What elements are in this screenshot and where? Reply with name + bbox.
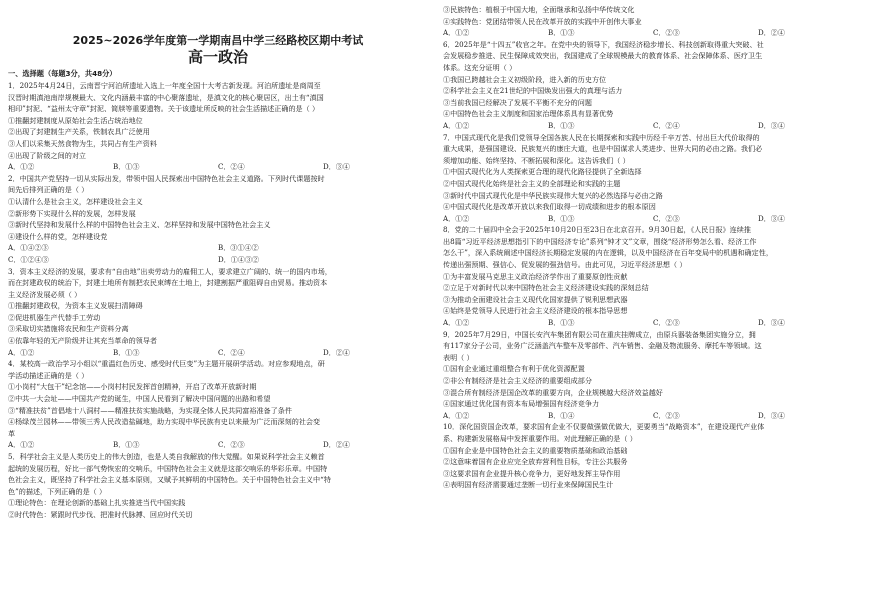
- text-line: ③“精准扶贫”首倡地十八洞村——精准扶贫实施战略，为实现全体人民共同富裕准备了条件: [8, 405, 292, 415]
- text-line: ③新时代坚持和发展什么样的中国特色社会主义、怎样坚持和发展中国特色社会主义: [8, 220, 271, 230]
- question-7: [443, 132, 863, 225]
- answer-options: [8, 439, 428, 451]
- exam-header: [8, 33, 428, 67]
- answer-options: [443, 317, 863, 329]
- option-b: B．①④: [548, 410, 575, 420]
- text-line: 表明（ ）: [443, 352, 474, 362]
- text-line: ②这意味着国有企业应完全放弃营利性目标，专注公共服务: [443, 457, 628, 467]
- text-line: ③人们以采集天然食物为生，共同占有生产资料: [8, 138, 157, 148]
- left-column: [8, 4, 428, 610]
- text-line: ①中国式现代化为人类探索更合理的现代化路径提供了全新选择: [443, 167, 642, 177]
- text-line: 学活动描述正确的是（ ）: [8, 370, 89, 380]
- option-c: C．②③: [653, 410, 680, 420]
- option-b: B．③①④②: [218, 243, 259, 253]
- text-line: ②中共一大会址——中国共产党的诞生，中国人民看到了解决中国问题的出路和希望: [8, 394, 271, 404]
- option-a: A．①②: [8, 162, 35, 172]
- text-line: 怎么干”，深入系统阐述中国经济长期稳定发展的内在逻辑，以及中国经济在百年变局中的机遇和确定性，: [443, 248, 773, 258]
- text-line: ①推翻封建政权，为资本主义发展扫清障碍: [8, 301, 143, 311]
- option-c: C．②④: [218, 347, 245, 357]
- text-line: ③新时代中国式现代化是中华民族实现伟大复兴的必然选择与必由之路: [443, 190, 663, 200]
- option-c: C．②④: [653, 120, 680, 130]
- question-4: [8, 358, 428, 451]
- text-line: 而在封建政权的统治下，封建土地所有制把农民束缚在土地上，封建割据严重阻碍自由贸易。推动资本: [8, 278, 328, 288]
- question-5: [8, 451, 428, 521]
- text-line: ②出现了封建制生产关系，铁制农具广泛使用: [8, 127, 150, 137]
- option-d: D．③④: [323, 162, 350, 172]
- answer-options: [443, 213, 863, 225]
- question-9: [443, 329, 863, 422]
- option-b: B．①③: [548, 213, 575, 223]
- text-line: ①小岗村“大包干”纪念馆——小岗村村民发挥首创精神，开启了改革开放新时期: [8, 382, 257, 392]
- option-c: C．②③: [653, 28, 680, 38]
- text-line: ①国有企业是中国特色社会主义的重要物质基础和政治基础: [443, 445, 628, 455]
- question-1: [8, 80, 428, 173]
- option-b: B．①③: [113, 440, 140, 450]
- text-line: ③当前我国已经解决了发展不平衡不充分的问题: [443, 97, 592, 107]
- text-line: ④表明国有经济需要通过垄断一切行业来保障国民生计: [443, 480, 614, 490]
- text-line: 须增加动能、始终坚持、不断拓展和深化。这告诉我们（ ）: [443, 155, 630, 165]
- text-line: ④建设什么样的党，怎样建设党: [8, 231, 108, 241]
- option-a: A．①②: [8, 347, 35, 357]
- section-heading: 一、选择题（每题3分，共48分）: [8, 69, 117, 78]
- option-d: D．③④: [758, 318, 785, 328]
- option-c: C．①②④③: [8, 254, 49, 264]
- text-line: 1．2025年4月24日，云南晋宁河泊所遗址入选上一年度全国十大考古新发现。河泊所遗址是商周至: [8, 81, 321, 90]
- answer-options: [8, 161, 428, 173]
- text-line: 系、构建新发展格局中发挥重要作用。对此理解正确的是（ ）: [443, 433, 637, 443]
- answer-options: [8, 254, 428, 266]
- text-line: 2．中国共产党坚持一切从实际出发，带领中国人民探索出中国特色社会主义道路。下列时代课题按时: [8, 173, 325, 183]
- text-line: ④出现了阶级之间的对立: [8, 150, 87, 160]
- text-line: 10．深化国资国企改革，要求国有企业不仅要做强做优做大，更要勇当“战略资本”，在建设现代产业体: [443, 422, 765, 432]
- option-d: D．③④: [758, 213, 785, 223]
- text-line: ②时代特色：紧跟时代步伐、把准时代脉搏、回应时代关切: [8, 509, 193, 519]
- answer-options: [8, 242, 428, 254]
- text-line: ④杨绿茂兰园林——带领三秀人民改造盐碱地，助力实现中华民族有史以来最为广泛而深刻的社会变: [8, 417, 321, 427]
- question-6: [443, 39, 863, 132]
- option-d: D．②④: [758, 28, 785, 38]
- text-line: ②非公有制经济是社会主义经济的重要组成部分: [443, 376, 592, 385]
- question-2: [8, 173, 428, 266]
- text-line: ①认清什么是社会主义，怎样建设社会主义: [8, 196, 143, 206]
- option-a: A．①②: [443, 28, 470, 38]
- text-line: 传递出强预期、强信心、促发展的强劲信号。由此可见，习近平经济思想（ ）: [443, 260, 687, 270]
- text-line: 4．某校高一政治学习小组以“重温红色历史、感受时代巨变”为主题开展研学活动。对应参观地点，研: [8, 359, 325, 369]
- option-a: A．①②: [443, 213, 470, 223]
- text-line: 9．2025年7月29日，中国长安汽车集团有限公司在重庆挂牌成立，由原兵器装备集团实施分立，拥: [443, 329, 756, 339]
- option-a: A．①④②③: [8, 243, 49, 253]
- text-line: ②中国式现代化始终是社会主义的全部理论和实践的主题: [443, 178, 621, 188]
- text-line: ②科学社会主义在21世纪的中国焕发出强大的真理与活力: [443, 86, 623, 96]
- text-line: 间先后排列正确的是（ ）: [8, 185, 89, 195]
- text-line: 汉晋时期滇池南岸规模最大、文化内涵最丰富的中心聚落遗址，是滇文化的核心聚居区，出土有“滇国: [8, 92, 324, 102]
- option-b: B．①③: [548, 28, 575, 38]
- text-line: ②立足于对新时代以来中国特色社会主义经济建设实践的深刻总结: [443, 283, 649, 293]
- text-line: 8．党的二十届四中全会于2025年10月20日至23日在北京召开。9月30日起，《人民日报》连续推: [443, 225, 751, 235]
- option-d: D．②④: [323, 347, 350, 357]
- text-line: ②促进机器生产代替手工劳动: [8, 312, 101, 322]
- option-c: C．②④: [218, 162, 245, 172]
- option-c: C．②③: [218, 440, 245, 450]
- option-d: D．②④: [323, 440, 350, 450]
- text-line: 3．资本主义经济的发展，要求有“自由地”出卖劳动力的雇佣工人，要求建立广阔的、统一的国内市场，: [8, 266, 332, 276]
- answer-options: [443, 120, 863, 132]
- text-line: 色”的描述，下列正确的是（ ）: [8, 486, 107, 496]
- option-c: C．②③: [653, 318, 680, 328]
- text-line: ④实践特色：党团结带领人民在改革开放的实践中开创伟大事业: [443, 16, 642, 26]
- option-d: D．③④: [758, 120, 785, 130]
- text-line: ④中国式现代化是改革开放以来我们取得一切成绩和进步的根本原因: [443, 202, 656, 212]
- question-8: [443, 224, 863, 328]
- question-5-continued: [443, 4, 863, 39]
- text-line: 有117家分子公司，业务广泛涵盖汽车整车及零部件、汽车销售、金融及物流服务、摩托车等领域。这: [443, 341, 762, 351]
- option-c: C．②③: [653, 213, 680, 223]
- text-line: ③混合所有制经济是国企改革的重要方向，企业规模越大经济效益越好: [443, 387, 663, 397]
- text-line: 起统的发展历程，好比一部气势恢宏的交响乐，中国特色社会主义就是这部交响乐的华彩乐章。中国特: [8, 463, 328, 473]
- question-3: [8, 266, 428, 359]
- text-line: ④始终是党领导人民进行社会主义经济建设的根本指导思想: [443, 306, 628, 316]
- text-line: 体系。这充分证明（ ）: [443, 62, 517, 72]
- option-a: A．①②: [443, 318, 470, 328]
- text-line: 7．中国式现代化是我们党领导全国各族人民在长期探索和实践中历经千辛万苦、付出巨大代价取得的: [443, 132, 760, 142]
- option-d: D．③④: [758, 410, 785, 420]
- text-line: 主义经济发展必须（ ）: [8, 289, 82, 299]
- option-a: A．①②: [443, 410, 470, 420]
- text-line: ①为丰富发展马克思主义政治经济学作出了重要原创性贡献: [443, 271, 628, 281]
- text-line: ①国有企业通过重组整合有利于优化资源配置: [443, 364, 585, 374]
- option-b: B．①③: [113, 162, 140, 172]
- text-line: ①理论特色：在理论创新的基础上扎实推进当代中国实践: [8, 498, 186, 508]
- text-line: 相印”封泥、“益州太守章”封泥、简牍等重要遗物。关于该遗址所反映的社会生活描述正确的是（ ）: [8, 104, 320, 114]
- text-line: 重大成果，是强国建设、民族复兴的康庄大道，也是中国谋求人类进步、世界大同的必由之路。我们必: [443, 144, 763, 154]
- option-b: B．①③: [548, 120, 575, 130]
- text-line: ①我国已跨越社会主义初级阶段，进入新的历史方位: [443, 74, 607, 84]
- question-10: [443, 421, 863, 491]
- text-line: ④中国特色社会主义制度和国家治理体系具有显著优势: [443, 109, 614, 119]
- text-line: 色社会主义，既坚持了科学社会主义基本原则，又赋予其鲜明的中国特色。关于中国特色社会主义中“特: [8, 475, 331, 485]
- text-line: 会发展稳步推进、民生保障成效突出，我国建成了全球规模最大的教育体系、社会保障体系、医疗卫生: [443, 51, 763, 61]
- text-line: ①推翻封建制度从原始社会生活占统治地位: [8, 115, 143, 125]
- text-line: ③为推动全面建设社会主义现代化国家提供了锐利思想武器: [443, 294, 628, 304]
- option-d: D．①④③②: [218, 254, 260, 264]
- text-line: ④国家通过优化国有资本布局增强国有经济竞争力: [443, 399, 600, 409]
- exam-title: 2025~2026学年度第一学期南昌中学三经路校区期中考试: [72, 34, 364, 47]
- answer-options: [443, 27, 863, 39]
- answer-options: [8, 347, 428, 359]
- text-line: 革: [8, 428, 16, 438]
- option-b: B．①③: [113, 347, 140, 357]
- option-a: A．①②: [8, 440, 35, 450]
- text-line: 5．科学社会主义是人类历史上的伟大创造，也是人类自我解放的伟大觉醒。如果说科学社会主义赖首: [8, 452, 325, 461]
- exam-subtitle: 高一政治: [187, 48, 248, 66]
- text-line: ②新形势下实现什么样的发展，怎样发展: [8, 208, 136, 218]
- text-line: 6．2025年是“十四五”收官之年。在党中央的领导下，我国经济稳步增长、科技创新取得重大突破、社: [443, 39, 764, 49]
- answer-options: [443, 410, 863, 422]
- text-line: ③采取切实措施将农民和生产资料分离: [8, 324, 129, 334]
- option-b: B．①③: [548, 318, 575, 328]
- text-line: ③民族特色：植根于中国大地，全面继承和弘扬中华传统文化: [443, 5, 635, 14]
- text-line: ④依靠年轻的无产阶级并让其充当革命的领导者: [8, 336, 157, 346]
- text-line: 出8篇“习近平经济思想指引下的中国经济专论”系列“钟才文”文章，围绕“经济形势怎么看、经济工作: [443, 236, 757, 246]
- text-line: ③这要求国有企业提升核心竞争力，更好地发挥主导作用: [443, 468, 621, 478]
- option-a: A．①②: [443, 120, 470, 130]
- right-column: [443, 4, 863, 610]
